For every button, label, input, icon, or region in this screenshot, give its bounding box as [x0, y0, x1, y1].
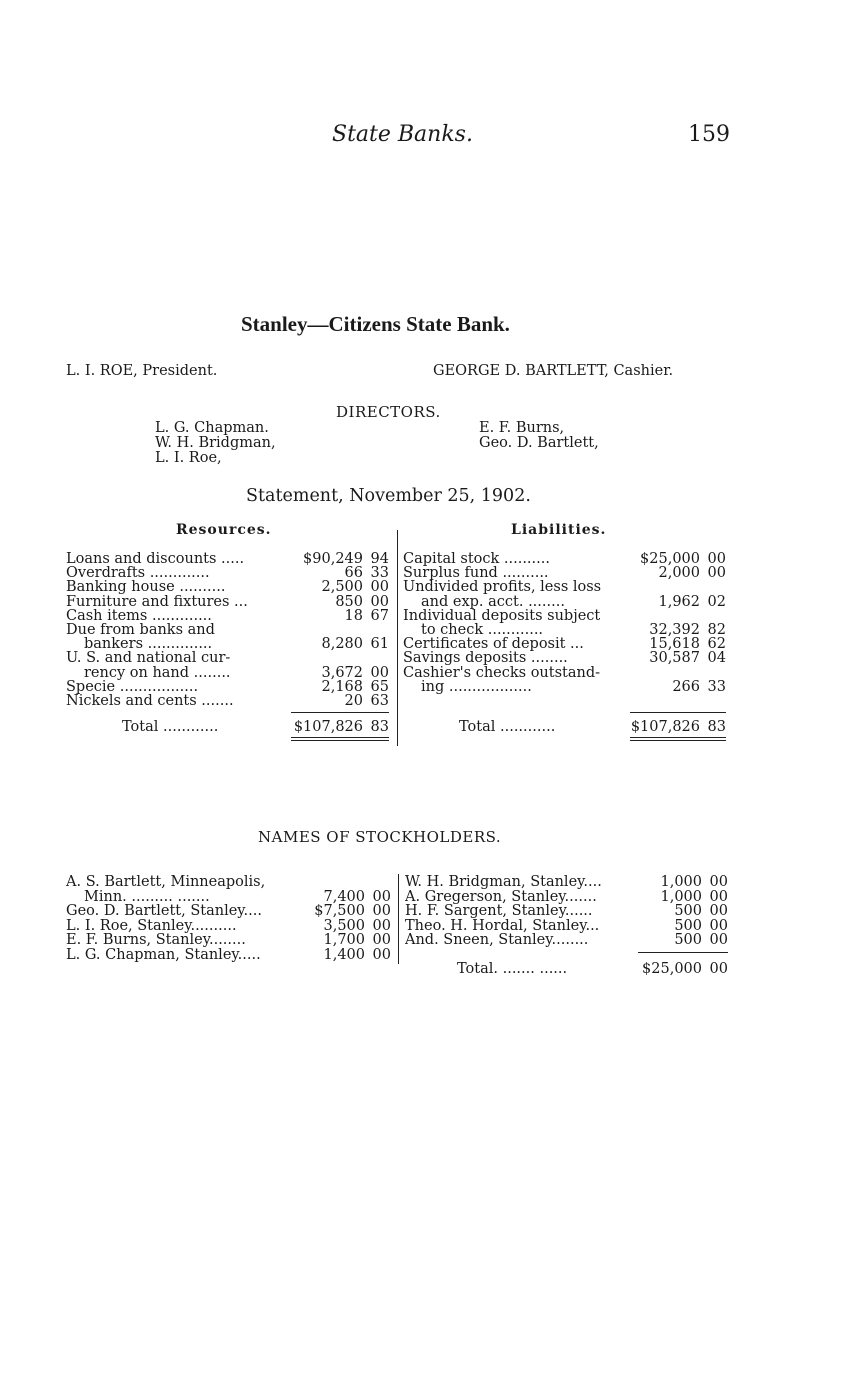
liability-row-label: Undivided profits, less loss [403, 579, 602, 596]
liability-row-dollars: 30,587 [649, 650, 700, 667]
stockholder-row [66, 918, 391, 933]
liability-row [403, 622, 726, 637]
liability-row [403, 565, 726, 580]
resource-row [66, 579, 389, 594]
liability-row-dollars: 15,618 [649, 636, 700, 653]
resource-row-label: Cash items ............. [66, 607, 212, 624]
liability-row [403, 665, 726, 680]
liabilities-total-rule-2 [630, 740, 726, 741]
stockholder-row-cents: 00 [372, 888, 391, 905]
liability-row [403, 579, 726, 594]
stockholder-row-cents: 00 [709, 888, 728, 905]
stockholders-sum-rule [638, 952, 728, 953]
resource-row-label: Banking house .......... [66, 579, 226, 596]
president-line: L. I. ROE, President. [66, 363, 218, 379]
stockholder-row-dollars: 7,400 [323, 888, 365, 905]
resource-row-dollars: 8,280 [321, 636, 363, 653]
stockholder-row [66, 947, 391, 962]
resource-row [66, 665, 389, 680]
liability-row-dollars: 266 [672, 678, 700, 695]
statement-column-divider [397, 530, 398, 746]
liability-row [403, 679, 726, 694]
stockholder-row-label: Theo. H. Hordal, Stanley... [405, 917, 600, 934]
resource-row-label: Loans and discounts ..... [66, 551, 245, 567]
resources-total-row-dollars: $107,826 [293, 719, 363, 735]
liability-row-dollars: 32,392 [649, 622, 700, 638]
stockholders-total-row-dollars: $25,000 [642, 961, 702, 977]
liabilities-total-row-label: Total ............ [459, 719, 556, 735]
stockholder-row-label: H. F. Sargent, Stanley...... [405, 903, 593, 920]
resource-row-label: bankers .............. [84, 636, 213, 653]
liability-row-cents: 62 [707, 636, 726, 653]
stockholder-row-dollars: 500 [674, 917, 702, 934]
resource-row-cents: 00 [370, 664, 389, 681]
resources-heading: Resources. [176, 522, 272, 538]
liability-row-label: Individual deposits subject [403, 607, 601, 624]
resource-row [66, 608, 389, 623]
stockholder-row [405, 874, 728, 889]
stockholder-row [66, 889, 391, 904]
stockholder-row [66, 874, 391, 889]
resource-row [66, 679, 389, 694]
liability-row-cents: 02 [707, 593, 726, 610]
resource-row [66, 551, 389, 566]
stockholders-total-row-label: Total. ....... ...... [457, 961, 568, 977]
resource-row-dollars: 3,672 [321, 664, 363, 681]
stockholder-row-label: Geo. D. Bartlett, Stanley.... [66, 903, 262, 920]
liability-row-cents: 82 [707, 622, 726, 638]
liability-row [403, 636, 726, 651]
resource-row [66, 565, 389, 580]
stockholder-row-label: And. Sneen, Stanley........ [405, 932, 589, 949]
resources-sum-rule [291, 712, 389, 713]
resource-row-dollars: 2,168 [321, 678, 363, 695]
statement-title: Statement, November 25, 1902. [246, 486, 531, 506]
running-title: State Banks. [332, 122, 473, 147]
director-right-1: E. F. Burns, [479, 420, 565, 436]
stockholder-row [66, 932, 391, 947]
page-number: 159 [688, 122, 730, 147]
stockholder-row [405, 903, 728, 918]
liabilities-total-row [403, 719, 726, 734]
resource-row-cents: 61 [370, 636, 389, 653]
stockholders-total-row [405, 961, 728, 976]
liabilities-total-rule-1 [630, 737, 726, 738]
stockholders-column-divider [398, 874, 399, 964]
stockholder-row-dollars: 500 [674, 932, 702, 949]
stockholder-row-cents: 00 [372, 917, 391, 934]
liability-row-label: Cashier's checks outstand- [403, 664, 601, 681]
resource-row-cents: 94 [370, 551, 389, 567]
bank-title: Stanley—Citizens State Bank. [241, 312, 510, 336]
stockholder-row-label: W. H. Bridgman, Stanley.... [405, 874, 602, 890]
resource-row-label: Nickels and cents ....... [66, 693, 234, 709]
liability-row-cents: 00 [707, 565, 726, 582]
resource-row-label: Overdrafts ............. [66, 565, 210, 582]
resources-total-row-label: Total ............ [122, 719, 219, 735]
stockholder-row [405, 932, 728, 947]
director-left-3: L. I. Roe, [155, 450, 222, 466]
resource-row [66, 622, 389, 637]
liabilities-total-row-dollars: $107,826 [630, 719, 700, 735]
stockholder-row-dollars: 1,400 [323, 947, 365, 963]
liability-row-dollars: 1,962 [658, 593, 700, 610]
stockholders-total-row-cents: 00 [709, 961, 728, 977]
resource-row-cents: 63 [370, 693, 389, 709]
resource-row-cents: 00 [370, 579, 389, 596]
resource-row-cents: 65 [370, 678, 389, 695]
liabilities-total-row-cents: 83 [707, 719, 726, 735]
stockholder-row-label: A. S. Bartlett, Minneapolis, [66, 874, 266, 890]
stockholder-row-dollars: 500 [674, 903, 702, 920]
liability-row-label: to check ............ [421, 622, 544, 638]
stockholder-row-label: E. F. Burns, Stanley........ [66, 932, 246, 949]
liability-row-label: Savings deposits ........ [403, 650, 568, 667]
stockholder-row-dollars: $7,500 [314, 903, 365, 920]
liability-row-label: Capital stock .......... [403, 551, 550, 567]
directors-heading: DIRECTORS. [336, 403, 441, 421]
stockholder-row [66, 903, 391, 918]
stockholders-heading: NAMES OF STOCKHOLDERS. [258, 828, 502, 846]
resource-row-cents: 67 [370, 607, 389, 624]
resource-row-label: rency on hand ........ [84, 664, 231, 681]
resource-row [66, 636, 389, 651]
resource-row-label: Due from banks and [66, 622, 215, 638]
resource-row-dollars: $90,249 [303, 551, 363, 567]
stockholder-row-cents: 00 [372, 947, 391, 963]
resource-row-dollars: 2,500 [321, 579, 363, 596]
resource-row-dollars: 66 [344, 565, 363, 582]
liability-row-label: Surplus fund .......... [403, 565, 549, 582]
liability-row-cents: 00 [707, 551, 726, 567]
director-left-2: W. H. Bridgman, [155, 435, 276, 451]
stockholder-row-dollars: 1,700 [323, 932, 365, 949]
liabilities-sum-rule [630, 712, 726, 713]
resources-total-rule-2 [291, 740, 389, 741]
liability-row-dollars: $25,000 [640, 551, 700, 567]
cashier-line: GEORGE D. BARTLETT, Cashier. [433, 363, 674, 379]
liability-row-label: ing .................. [421, 678, 532, 695]
stockholder-row [405, 889, 728, 904]
stockholder-row-cents: 00 [372, 932, 391, 949]
liability-row-cents: 04 [707, 650, 726, 667]
director-left-1: L. G. Chapman. [155, 420, 269, 436]
liability-row-dollars: 2,000 [658, 565, 700, 582]
liability-row [403, 608, 726, 623]
resource-row-cents: 00 [370, 593, 389, 610]
resources-total-row [66, 719, 389, 734]
resource-row-label: U. S. and national cur- [66, 650, 231, 667]
resource-row-label: Specie ................. [66, 678, 199, 695]
stockholder-row-cents: 00 [709, 874, 728, 890]
resource-row-label: Furniture and fixtures ... [66, 593, 248, 610]
stockholder-row-cents: 00 [709, 917, 728, 934]
stockholder-row-dollars: 1,000 [660, 888, 702, 905]
resources-total-rule-1 [291, 737, 389, 738]
liabilities-heading: Liabilities. [511, 522, 607, 538]
liability-row-label: Certificates of deposit ... [403, 636, 584, 653]
stockholder-row-cents: 00 [709, 932, 728, 949]
stockholder-row-label: Minn. ......... ....... [84, 888, 210, 905]
stockholder-row-dollars: 3,500 [323, 917, 365, 934]
resource-row-dollars: 20 [344, 693, 363, 709]
liability-row [403, 650, 726, 665]
resource-row-dollars: 18 [344, 607, 363, 624]
resource-row [66, 594, 389, 609]
resource-row [66, 693, 389, 708]
stockholder-row-label: L. G. Chapman, Stanley..... [66, 947, 261, 963]
resource-row-cents: 33 [370, 565, 389, 582]
resource-row [66, 650, 389, 665]
resources-total-row-cents: 83 [370, 719, 389, 735]
director-right-2: Geo. D. Bartlett, [479, 435, 599, 451]
stockholder-row-label: L. I. Roe, Stanley.......... [66, 917, 237, 934]
stockholder-row-label: A. Gregerson, Stanley....... [405, 888, 597, 905]
stockholder-row-dollars: 1,000 [660, 874, 702, 890]
stockholder-row [405, 918, 728, 933]
liability-row-label: and exp. acct. ........ [421, 593, 565, 610]
liability-row-cents: 33 [707, 678, 726, 695]
liability-row [403, 551, 726, 566]
stockholder-row-cents: 00 [709, 903, 728, 920]
stockholder-row-cents: 00 [372, 903, 391, 920]
liability-row [403, 594, 726, 609]
resource-row-dollars: 850 [335, 593, 363, 610]
